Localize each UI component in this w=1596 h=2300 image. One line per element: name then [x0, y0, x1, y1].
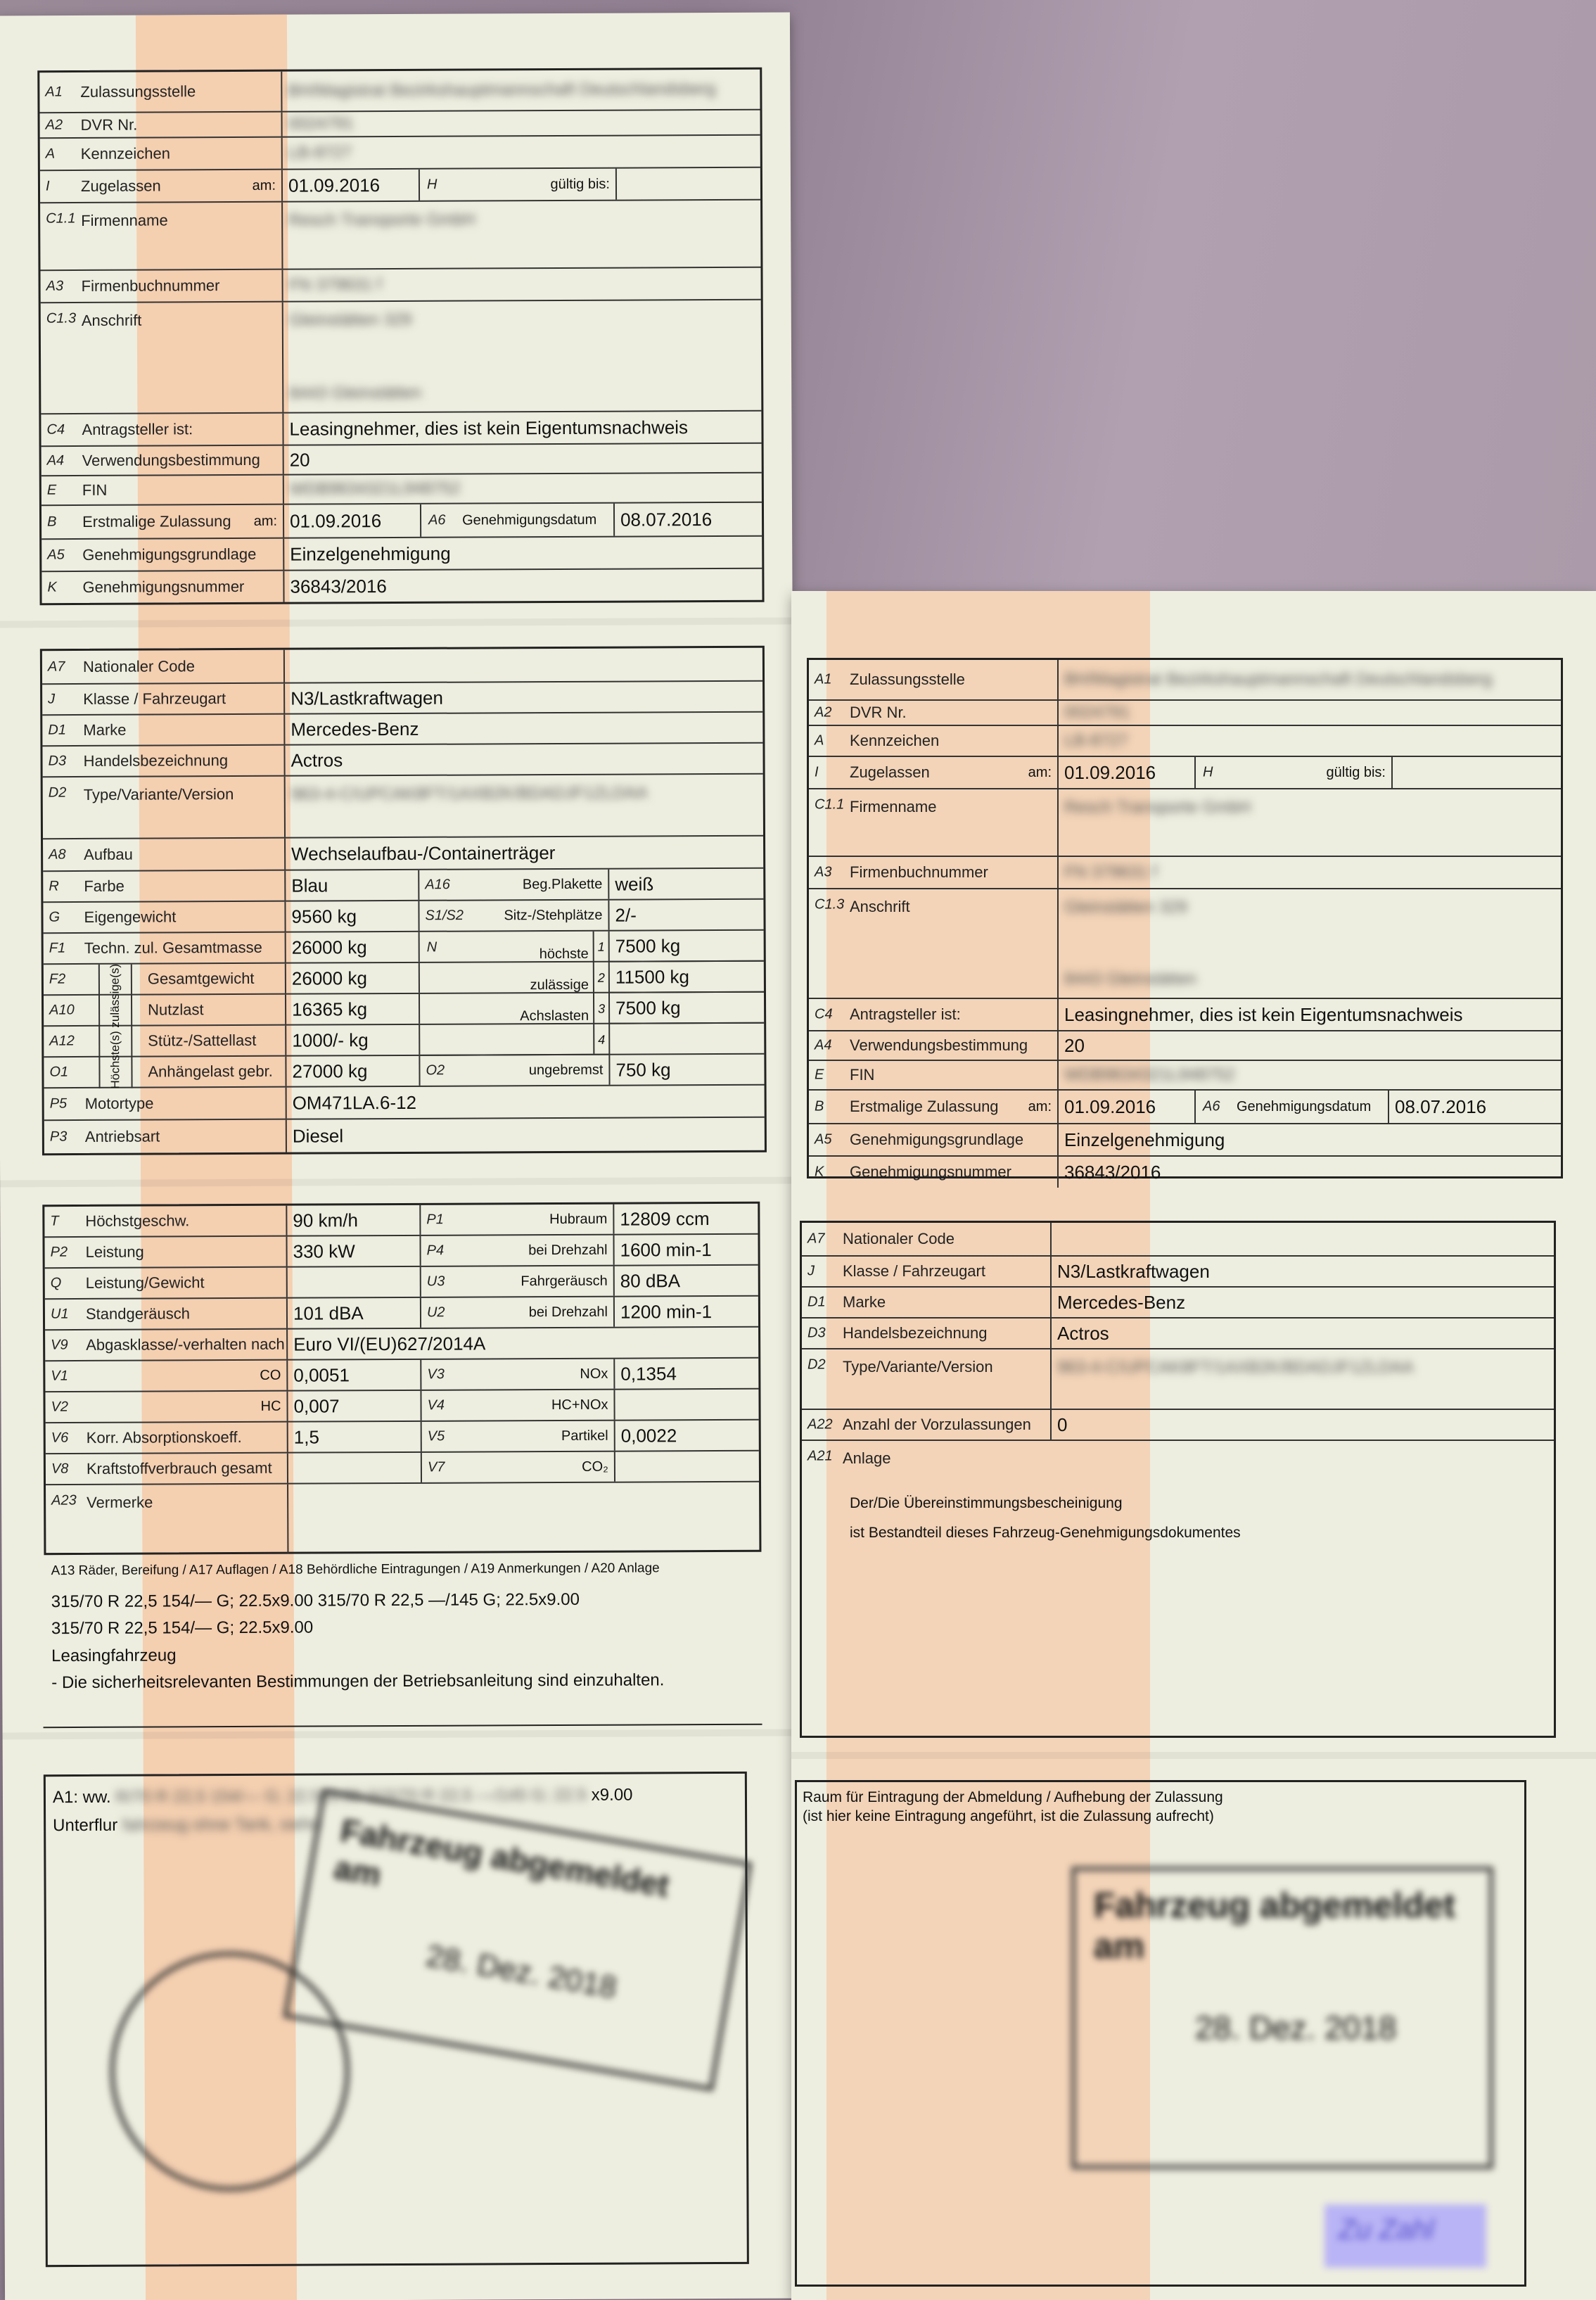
holder-section-table [37, 68, 764, 605]
row-kennzeichen: A Kennzeichen LB-8727 [809, 726, 1561, 757]
row-firmenbuchnummer: A3 Firmenbuchnummer FN 379631 f [41, 268, 761, 303]
row-standgeräusch: U1 Standgeräusch 101 dBA U2 bei Drehzahl 1200 min-1 [45, 1297, 758, 1330]
holder-section-table-right [807, 658, 1563, 1183]
row-fin: E FIN WDB9634321L948752 [809, 1061, 1561, 1091]
row-verwendungsbestimmung: A4 Verwendungsbestimmung 20 [809, 1031, 1561, 1061]
row-zulassungsstelle: A1 Zulassungsstelle BH/Magistrat Bezirkshauptmannschaft Deutschlandsberg [809, 660, 1561, 701]
fold-line [0, 1177, 795, 1188]
remarks-header: A13 Räder, Bereifung / A17 Auflagen / A18 Behördliche Eintragungen / A19 Anmerkungen / A20 Anlage [51, 1561, 660, 1579]
row-kennzeichen: A Kennzeichen LB-8727 [40, 136, 760, 171]
handwritten-signature: Zu Zahl [1324, 2204, 1486, 2268]
row-firmenname: C1.1 Firmenname Resch Transporte GmbH [809, 789, 1561, 857]
row-genehmigungsnummer: K Genehmigungsnummer 36843/2016 [42, 569, 762, 603]
remark-line: Leasingfahrzeug [51, 1646, 177, 1665]
row-handelsbezeichnung: D3 Handelsbezeichnung Actros [802, 1319, 1554, 1349]
row-leistung: P2 Leistung 330 kW P4 bei Drehzahl 1600 min-1 [44, 1235, 758, 1269]
deregistration-stamp: Fahrzeug abgemeldet am 28. Dez. 2018 [1071, 1867, 1493, 2169]
row-klasse: J Klasse / Fahrzeugart N3/Lastkraftwagen [42, 682, 762, 716]
technical-section-table [42, 1202, 761, 1555]
row-dvr: A2 DVR Nr. 0024791 [40, 110, 760, 139]
fold-line [3, 1729, 798, 1740]
deregistration-box-right: Raum für Eintragung der Abmeldung / Aufhebung der Zulassung (ist hier keine Eintragung angeführt, ist die Zulassung aufrecht) Fahrzeug abgemeldet am 28. Dez. 2018 Zu Zahl [795, 1780, 1526, 2287]
row-handelsbezeichnung: D3 Handelsbezeichnung Actros [42, 744, 762, 777]
row-nutzlast: A10 Nutzlast 16365 kg [44, 993, 764, 1027]
remark-line: 315/70 R 22,5 154/— G; 22.5x9.00 [51, 1618, 314, 1639]
fold-line [791, 1752, 1596, 1759]
row-co: V1 CO 0,0051 V3 NOx 0,1354 [45, 1359, 758, 1392]
row-leistung-gewicht: Q Leistung/Gewicht U3 Fahrgeräusch 80 dBA [45, 1266, 758, 1300]
fold-line [0, 618, 793, 628]
row-antragsteller-ist: C4 Antragsteller ist: Leasingnehmer, dies ist kein Eigentumsnachweis [809, 999, 1561, 1031]
row-firmenname: C1.1 Firmenname Resch Transporte GmbH [40, 201, 760, 271]
row-kraftstoffverbrauch-gesamt: V8 Kraftstoffverbrauch gesamt V7 CO₂ [46, 1451, 759, 1485]
row-antriebsart: P3 Antriebsart Diesel [44, 1118, 765, 1153]
row-genehmigungsgrundlage: A5 Genehmigungsgrundlage Einzelgenehmigung [809, 1124, 1561, 1157]
row-hc: V2 HC 0,007 V4 HC+NOx [45, 1390, 758, 1423]
remarks-content [44, 1555, 762, 1720]
row-höchstgeschw: T Höchstgeschw. 90 km/h P1 Hubraum 12809 ccm [44, 1204, 758, 1238]
deregistration-box-left: A1: ww. R/70 R 22,5 154/— G; 22.5x9.00 315/70 R 22,5 —/145 G; 22.5 x9.00 Unterflur fahrzeug ohne Tank, siehe Fahrzeug abgemeldet am 28. Dez. 2018 [44, 1772, 749, 2267]
vehicle-section-table [40, 646, 767, 1155]
row-fin: E FIN WDB9634321L948752 [42, 474, 762, 506]
row-nationaler-code: A7 Nationaler Code [802, 1223, 1554, 1257]
official-seal [110, 1951, 350, 2191]
row-anlage: A21 Anlage Der/Die Übereinstimmungsbescheinigung ist Bestandteil dieses Fahrzeug-Genehmigungsdokumentes [807, 1448, 1241, 1541]
registration-document-left [0, 13, 800, 2300]
row-aufbau: A8 Aufbau Wechselaufbau-/Containerträger [43, 837, 763, 872]
row-type-variante-version: D2 Type/Variante/Version 963-4-C/UPCAK8FT/1AXB2K/BDADJF1ZLDAA [802, 1349, 1554, 1410]
row-korr-absorptionskoeff: V6 Korr. Absorptionskoeff. 1,5 V5 Partikel 0,0022 [46, 1421, 759, 1454]
row-abgasklasse-verhalten-nach: V9 Abgasklasse/-verhalten nach Euro VI/(EU)627/2014A [45, 1328, 758, 1361]
row-gesamtgewicht: F2 Gesamtgewicht 26000 kg [44, 962, 764, 996]
row-genehmigungsnummer: K Genehmigungsnummer 36843/2016 [809, 1157, 1561, 1188]
row-nationaler-code: A7 Nationaler Code [42, 648, 762, 685]
row-verwendungsbestimmung: A4 Verwendungsbestimmung 20 [42, 444, 762, 476]
row-dvr-nr: A2 DVR Nr. 0024791 [809, 701, 1561, 726]
row-anschrift: C1.3 Anschrift Gleinstätten 329 8443 Gleinstätten [809, 889, 1561, 999]
row-vermerke: A23 Vermerke [46, 1482, 759, 1554]
axle-values: 7500 kg 11500 kg 7500 kg [610, 931, 765, 1055]
row-anhaengelast: O1 Anhängelast gebr. 27000 kg O2 ungebremst 750 kg [44, 1055, 764, 1088]
row-klasse-fahrzeugart: J Klasse / Fahrzeugart N3/Lastkraftwagen [802, 1257, 1554, 1288]
row-marke: D1 Marke Mercedes-Benz [802, 1288, 1554, 1319]
row-zugelassen: I Zugelassen am: 01.09.2016 H gültig bis: [809, 757, 1561, 789]
row-stuetzlast: A12 Stütz-/Sattellast 1000/- kg [44, 1024, 764, 1057]
row-type-variante: D2 Type/Variante/Version 963-4-C/UPCAK8FT/1AXB2K/BDADJF1ZLDAA [43, 775, 763, 839]
registration-document-right [791, 591, 1596, 2300]
row-erstmalige-zulassung: B Erstmalige Zulassung am: 01.09.2016 A6 Genehmigungsdatum 08.07.2016 [42, 503, 762, 540]
vertical-label-box: Höchste(s) zulässige(s) [98, 965, 133, 1088]
row-zugelassen: I Zugelassen am: 01.09.2016 H gültig bis: [40, 168, 760, 203]
row-eigengewicht: G Eigengewicht 9560 kg S1/S2 Sitz-/Stehplätze 2/- [43, 900, 763, 934]
row-anzahl-der-vorzulassungen: A22 Anzahl der Vorzulassungen 0 [802, 1410, 1554, 1441]
vehicle-section-table-right [800, 1221, 1556, 1738]
row-motortype: P5 Motortype OM471LA.6-12 [44, 1086, 765, 1121]
row-zulassungsstelle: A1 Zulassungsstelle BH/Magistrat Bezirkshauptmannschaft Deutschlandsberg [39, 70, 760, 113]
row-firmenbuchnummer: A3 Firmenbuchnummer FN 379631 f [809, 857, 1561, 889]
remark-line: 315/70 R 22,5 154/— G; 22.5x9.00 315/70 R 22,5 —/145 G; 22.5x9.00 [51, 1589, 580, 1612]
row-techn-gesamtmasse: F1 Techn. zul. Gesamtmasse 26000 kg [44, 931, 764, 965]
row-genehmigungsgrundlage: A5 Genehmigungsgrundlage Einzelgenehmigung [42, 537, 762, 572]
row-farbe: R Farbe Blau A16 Beg.Plakette weiß [43, 869, 763, 903]
remark-line: - Die sicherheitsrelevanten Bestimmungen der Betriebsanleitung sind einzuhalten. [51, 1670, 665, 1693]
deregistration-stamp: Fahrzeug abgemeldet am 28. Dez. 2018 [283, 1788, 752, 2091]
axle-label-box: N höchste zulässige Achslasten 1 2 3 4 [420, 932, 611, 1056]
row-antragsteller: C4 Antragsteller ist: Leasingnehmer, dies ist kein Eigentumsnachweis [41, 412, 761, 447]
row-erstmalige-zulassung: B Erstmalige Zulassung am: 01.09.2016 A6 Genehmigungsdatum 08.07.2016 [809, 1091, 1561, 1124]
row-anschrift: C1.3 Anschrift Gleinstätten 329 8443 Gleinstätten [41, 300, 762, 414]
row-marke: D1 Marke Mercedes-Benz [42, 713, 762, 746]
